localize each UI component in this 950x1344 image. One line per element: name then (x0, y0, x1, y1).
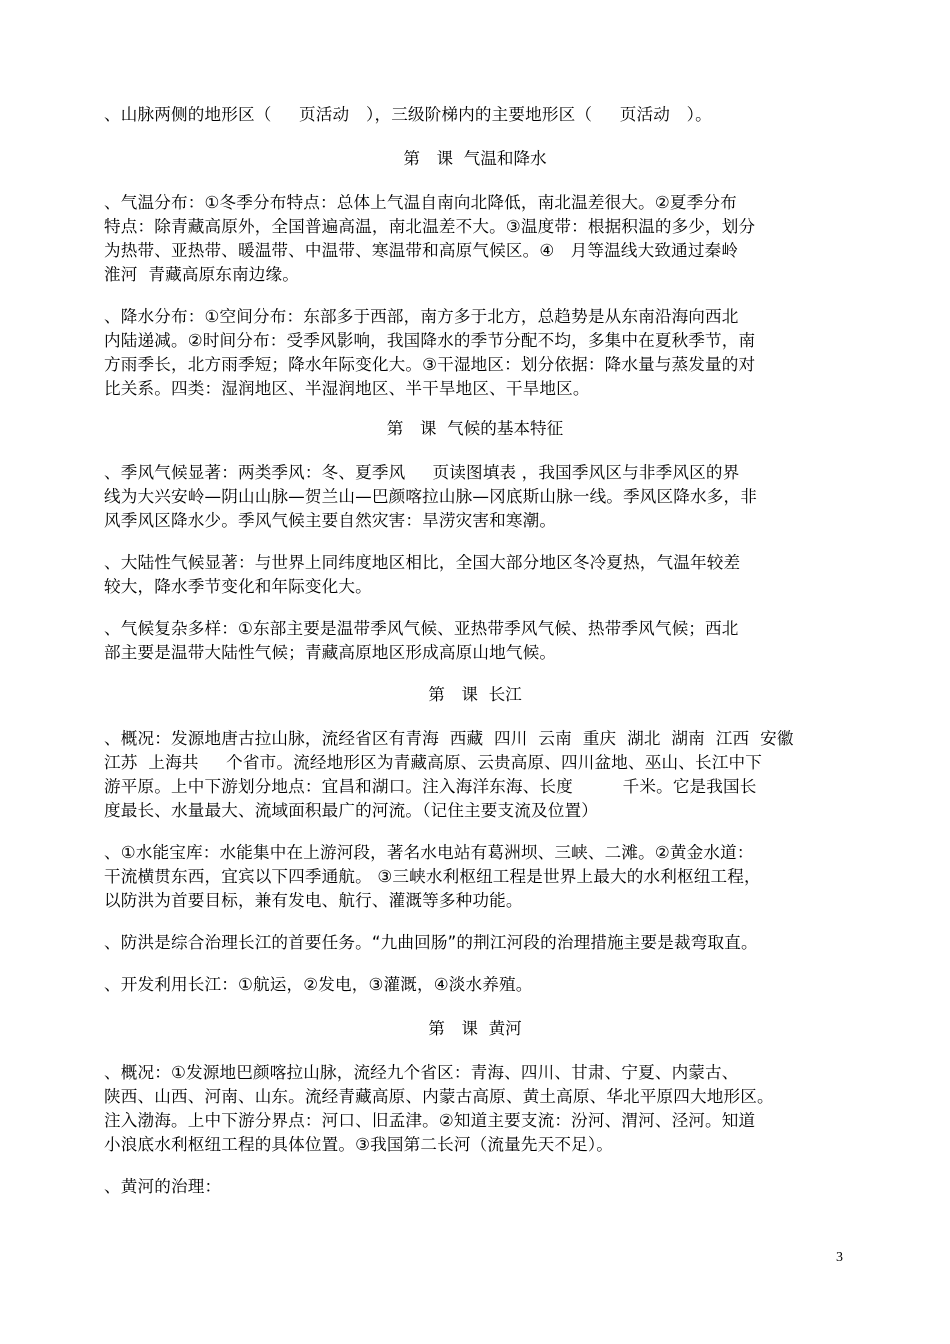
para-temperature-line-4: 淮河 青藏高原东南边缘。 (104, 265, 300, 284)
para-yellow-river-management: 、黄河的治理： (104, 1177, 222, 1196)
para-diverse-climate-line-1: 、气候复杂多样：①东部主要是温带季风气候、亚热带季风气候、热带季风气候；西北 (104, 619, 739, 638)
para-temperature-line-2: 特点：除青藏高原外，全国普遍高温，南北温差不大。③温度带：根据积温的多少，划分 (104, 217, 756, 236)
para-precipitation-line-1: 、降水分布：①空间分布：东部多于西部，南方多于北方，总趋势是从东南沿海向西北 (104, 307, 739, 326)
para-yellow-river-overview-line-2: 陕西、山西、河南、山东。流经青藏高原、内蒙古高原、黄土高原、华北平原四大地形区。 (104, 1087, 774, 1106)
heading-yellow-river: 第 课 黄河 (428, 1019, 522, 1038)
para-yangtze-overview-line-2: 江苏 上海共 个省市。流经地形区为青藏高原、云贵高原、四川盆地、巫山、长江中下 (104, 753, 762, 772)
para-temperature-line-1: 、气温分布：①冬季分布特点：总体上气温自南向北降低，南北温差很大。②夏季分布 (104, 193, 737, 212)
para-yangtze-overview-line-1: 、概况：发源地唐古拉山脉，流经省区有青海 西藏 四川 云南 重庆 湖北 湖南 江西 安徽 (104, 729, 794, 748)
para-diverse-climate-line-2: 部主要是温带大陆性气候；青藏高原地区形成高原山地气候。 (104, 643, 557, 662)
para-precipitation-line-3: 方雨季长，北方雨季短；降水年际变化大。③干湿地区：划分依据：降水量与蒸发量的对 (104, 355, 756, 374)
para-precipitation-line-2: 内陆递减。②时间分布：受季风影响，我国降水的季节分配不均，多集中在夏秋季节，南 (104, 331, 756, 350)
para-landform-regions-line: 、山脉两侧的地形区（ 页活动 ），三级阶梯内的主要地形区（ 页活动 ）。 (104, 105, 712, 124)
para-yangtze-hydropower-line-1: 、①水能宝库：水能集中在上游河段，著名水电站有葛洲坝、三峡、二滩。②黄金水道： (104, 843, 754, 862)
para-yangtze-overview-line-4: 度最长、水量最大、流域面积最广的河流。（记住主要支流及位置） (104, 801, 599, 820)
para-yellow-river-overview-line-3: 注入渤海。上中下游分界点：河口、旧孟津。②知道主要支流：汾河、渭河、泾河。知道 (104, 1111, 756, 1130)
heading-climate-features: 第 课 气候的基本特征 (386, 419, 564, 438)
para-yangtze-hydropower-line-3: 以防洪为首要目标，兼有发电、航行、灌溉等多种功能。 (104, 891, 523, 910)
heading-yangtze: 第 课 长江 (428, 685, 522, 704)
para-temperature-line-3: 为热带、亚热带、暖温带、中温带、寒温带和高原气候区。④ 月等温线大致通过秦岭 (104, 241, 739, 260)
para-yangtze-utilization: 、开发利用长江：①航运，②发电，③灌溉，④淡水养殖。 (104, 975, 533, 994)
para-yellow-river-overview-line-4: 小浪底水利枢纽工程的具体位置。③我国第二长河（流量先天不足）。 (104, 1135, 614, 1154)
para-yellow-river-overview-line-1: 、概况：①发源地巴颜喀拉山脉，流经九个省区：青海、四川、甘肃、宁夏、内蒙古、 (104, 1063, 739, 1082)
para-yangtze-hydropower-line-2: 干流横贯东西，宜宾以下四季通航。 ③三峡水利枢纽工程是世界上最大的水利枢纽工程， (104, 867, 761, 886)
para-precipitation-line-4: 比关系。四类：湿润地区、半湿润地区、半干旱地区、干旱地区。 (104, 379, 590, 398)
para-continental-line-1: 、大陆性气候显著：与世界上同纬度地区相比，全国大部分地区冬冷夏热，气温年较差 (104, 553, 741, 572)
para-continental-line-2: 较大，降水季节变化和年际变化大。 (104, 577, 372, 596)
page-number: 3 (836, 1250, 843, 1265)
heading-temperature-precipitation: 第 课 气温和降水 (403, 149, 547, 168)
para-monsoon-line-1: 、季风气候显著：两类季风：冬、夏季风 页读图填表 ，我国季风区与非季风区的界 (104, 463, 740, 482)
para-monsoon-line-2: 线为大兴安岭—阴山山脉—贺兰山—巴颜喀拉山脉—冈底斯山脉一线。季风区降水多，非 (104, 487, 758, 506)
para-yangtze-overview-line-3: 游平原。上中下游划分地点：宜昌和湖口。注入海洋东海、长度 千米。它是我国长 (104, 777, 757, 796)
para-monsoon-line-3: 风季风区降水少。季风气候主要自然灾害：旱涝灾害和寒潮。 (104, 511, 557, 530)
para-yangtze-flood-control: 、防洪是综合治理长江的首要任务。“九曲回肠”的荆江河段的治理措施主要是裁弯取直。 (104, 933, 758, 952)
